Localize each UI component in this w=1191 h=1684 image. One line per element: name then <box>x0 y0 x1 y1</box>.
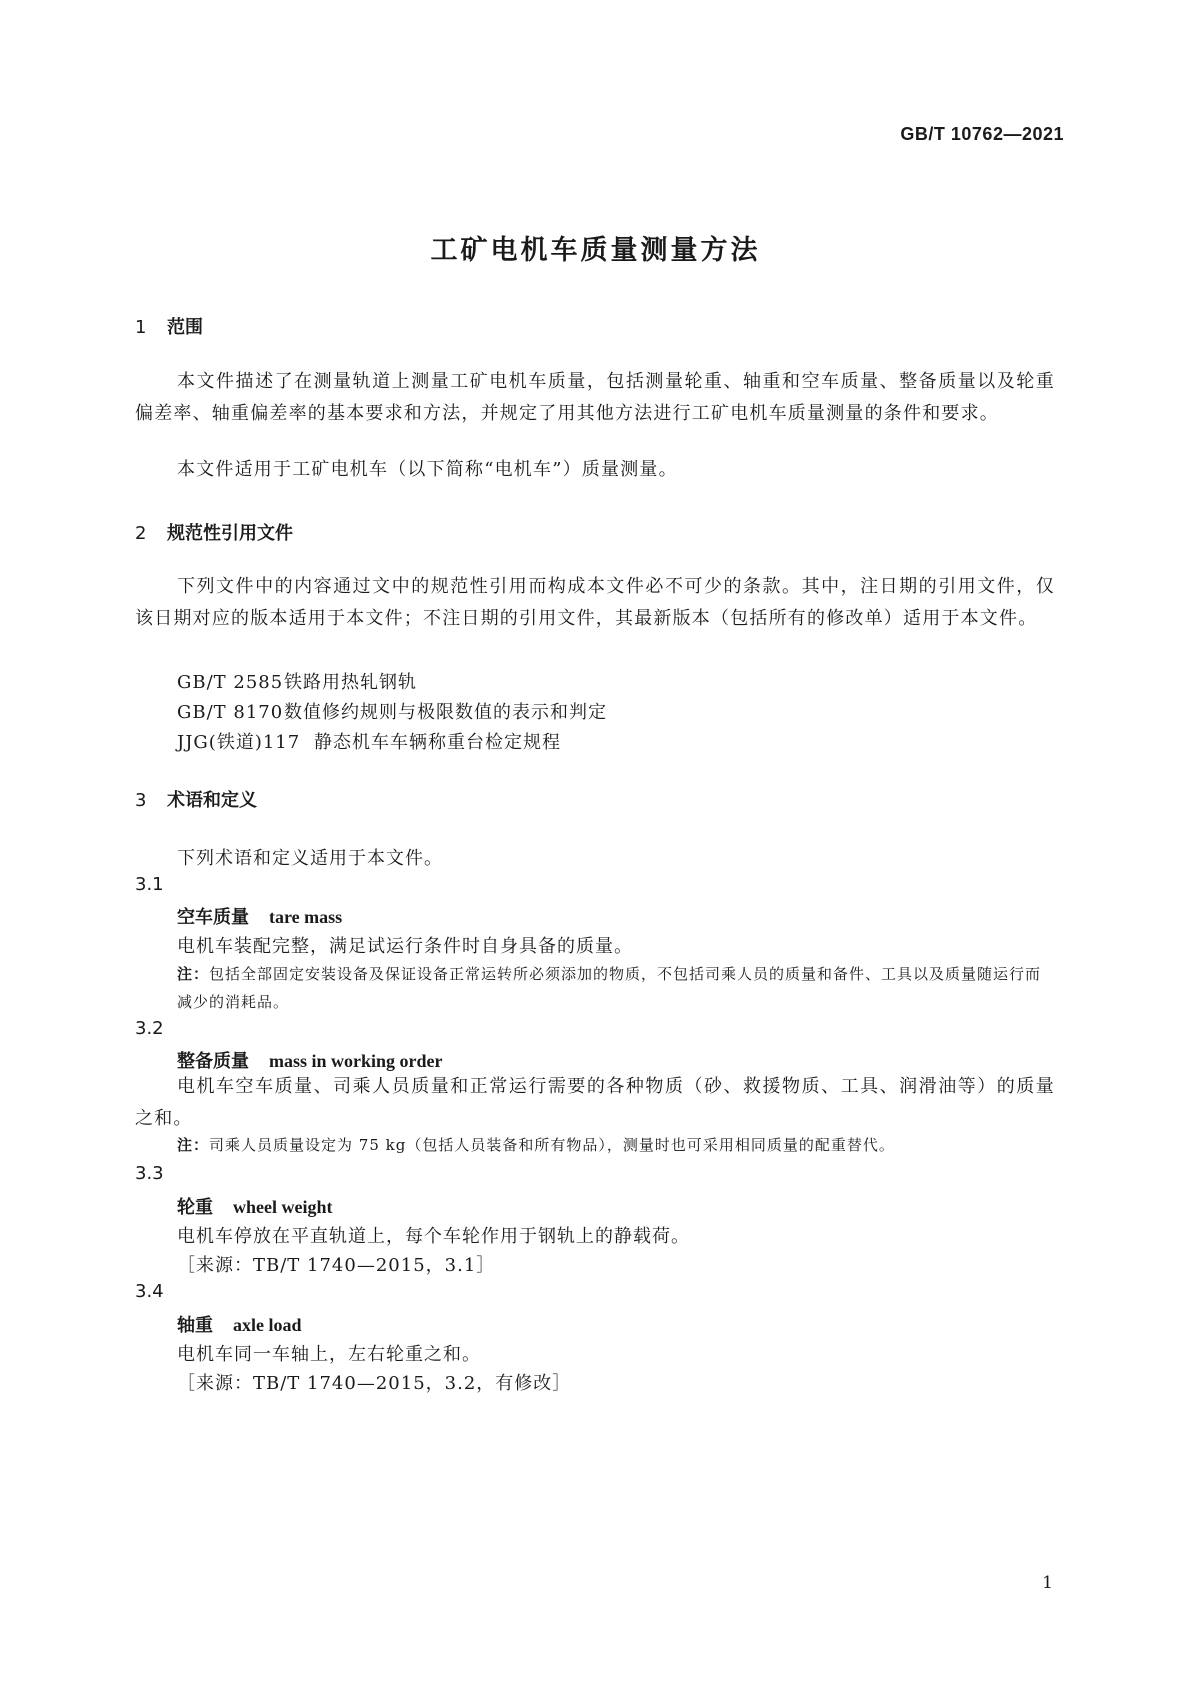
term-en: tare mass <box>269 907 343 927</box>
term-en: wheel weight <box>233 1197 333 1217</box>
term-definition: 电机车装配完整，满足试运行条件时自身具备的质量。 <box>177 936 633 957</box>
term-source: ［来源：TB/T 1740—2015，3.2，有修改］ <box>177 1373 572 1394</box>
term-heading <box>177 1311 302 1337</box>
term-zh: 整备质量 <box>177 1051 249 1072</box>
note-text: 司乘人员质量设定为 75 kg（包括人员装备和所有物品），测量时也可采用相同质量的配重替代。 <box>209 1136 895 1154</box>
section-3-heading <box>135 786 257 812</box>
section-2-intro <box>135 571 1055 635</box>
reference-title: 数值修约规则与极限数值的表示和判定 <box>284 702 607 723</box>
term-definition <box>135 1071 1055 1135</box>
paragraph-text: 下列文件中的内容通过文中的规范性引用而构成本文件必不可少的条款。其中，注日期的引用文件，仅该日期对应的版本适用于本文件；不注日期的引用文件，其最新版本（包括所有的修改单）适用于本文件。 <box>135 576 1055 629</box>
section-1-paragraph-2 <box>135 454 1055 486</box>
term-heading <box>177 1193 332 1219</box>
paragraph-text: 本文件适用于工矿电机车（以下简称“电机车”）质量测量。 <box>177 459 678 480</box>
term-en: mass in working order <box>269 1051 443 1071</box>
paragraph-text: 本文件描述了在测量轨道上测量工矿电机车质量，包括测量轮重、轴重和空车质量、整备质量以及轮重偏差率、轴重偏差率的基本要求和方法，并规定了用其他方法进行工矿电机车质量测量的条件和要求。 <box>135 371 1055 424</box>
document-title: 工矿电机车质量测量方法 <box>430 235 761 266</box>
section-title: 术语和定义 <box>167 790 257 811</box>
term-zh: 空车质量 <box>177 907 249 928</box>
term-note <box>177 1131 1057 1159</box>
reference-item <box>177 668 417 694</box>
section-number: 3 <box>135 790 147 811</box>
paragraph-text: 电机车空车质量、司乘人员质量和正常运行需要的各种物质（砂、救援物质、工具、润滑油等）的质量之和。 <box>135 1076 1055 1129</box>
section-title: 规范性引用文件 <box>167 523 293 544</box>
section-1-heading <box>135 313 203 339</box>
term-zh: 轴重 <box>177 1315 213 1336</box>
term-number: 3.2 <box>135 1018 164 1039</box>
section-title: 范围 <box>167 317 203 338</box>
reference-code: GB/T 2585 <box>177 672 284 693</box>
term-zh: 轮重 <box>177 1197 213 1218</box>
reference-title: 铁路用热轧钢轨 <box>284 672 417 693</box>
note-label: 注： <box>177 1136 210 1154</box>
term-number: 3.1 <box>135 874 164 895</box>
term-source: ［来源：TB/T 1740—2015，3.1］ <box>177 1255 496 1276</box>
term-number: 3.4 <box>135 1281 164 1302</box>
section-1-paragraph-1 <box>135 366 1055 430</box>
term-heading <box>177 903 342 929</box>
term-en: axle load <box>233 1315 302 1335</box>
term-definition: 电机车停放在平直轨道上，每个车轮作用于钢轨上的静载荷。 <box>177 1226 690 1247</box>
reference-title: 静态机车车辆称重台检定规程 <box>314 732 561 753</box>
section-number: 2 <box>135 523 147 544</box>
term-heading <box>177 1047 443 1073</box>
reference-item <box>177 728 561 754</box>
term-definition: 电机车同一车轴上，左右轮重之和。 <box>177 1344 481 1365</box>
standard-number: GB/T 10762—2021 <box>900 124 1064 144</box>
reference-code: GB/T 8170 <box>177 702 284 723</box>
term-note <box>177 960 1057 1016</box>
section-3-intro: 下列术语和定义适用于本文件。 <box>177 848 443 869</box>
section-2-heading <box>135 519 293 545</box>
reference-item <box>177 698 607 724</box>
term-number: 3.3 <box>135 1163 164 1184</box>
note-text: 包括全部固定安装设备及保证设备正常运转所必须添加的物质，不包括司乘人员的质量和备件、工具以及质量随运行而减少的消耗品。 <box>177 965 1042 1011</box>
page-number: 1 <box>1042 1573 1053 1593</box>
note-label: 注： <box>177 965 210 983</box>
section-number: 1 <box>135 317 147 338</box>
reference-code: JJG(铁道)117 <box>177 732 301 753</box>
